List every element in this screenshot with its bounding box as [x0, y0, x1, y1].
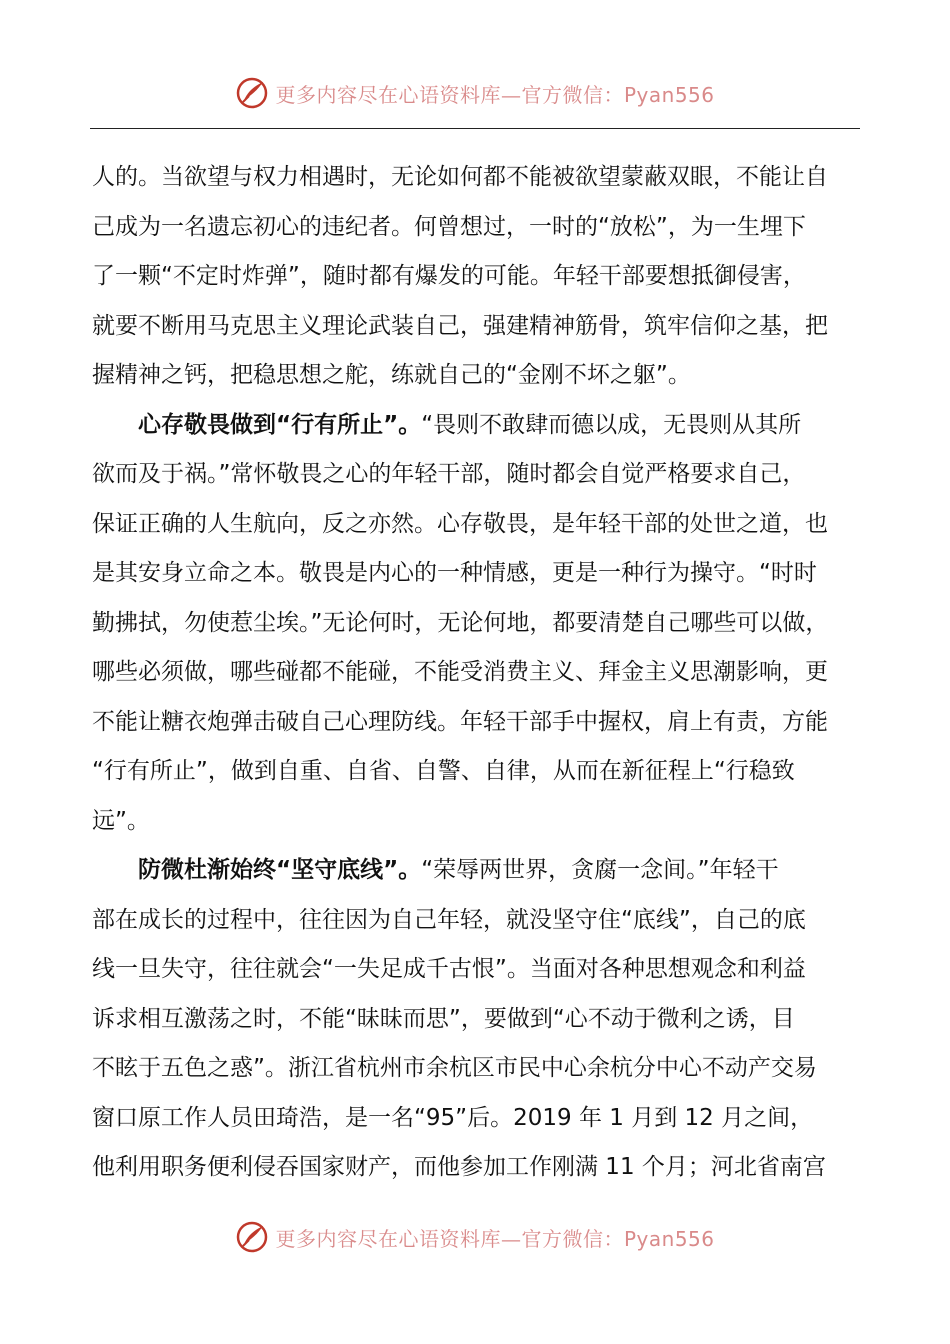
- banner-text: 更多内容尽在心语资料库—官方微信：Pyan556: [275, 1226, 715, 1251]
- text-line: 欲而及于祸。”常怀敬畏之心的年轻干部，随时都会自觉严格要求自己，: [92, 461, 806, 487]
- text-line: 哪些必须做，哪些碰都不能碰，不能受消费主义、拜金主义思潮影响，更: [92, 659, 828, 685]
- text-line: 勤拂拭，勿使惹尘埃。”无论何时，无论何地，都要清楚自己哪些可以做，: [92, 609, 829, 636]
- text-line: 他利用职务便利侵吞国家财产，而他参加工作刚满 11 个月；河北省南宫: [92, 1154, 826, 1180]
- text-line: 远”。: [92, 807, 150, 834]
- text-line: 了一颗“不定时炸弹”，随时都有爆发的可能。年轻干部要想抵御侵害，: [92, 263, 806, 289]
- text-line: [92, 401, 860, 451]
- text-line: 就要不断用马克思主义理论武装自己，强建精神筋骨，筑牢信仰之基，把: [92, 312, 828, 339]
- document-body: [92, 153, 860, 1193]
- text-line: 握精神之钙，把稳思想之舵，练就自己的“金刚不坏之躯”。: [92, 362, 691, 388]
- text-line: 保证正确的人生航向，反之亦然。心存敬畏，是年轻干部的处世之道，也: [92, 510, 828, 537]
- quill-logo-icon: [235, 1220, 269, 1254]
- text-span: “荣辱两世界，贪腐一念间。”年轻干: [421, 857, 779, 883]
- section-heading: 防微杜渐始终“坚守底线”。: [138, 857, 422, 883]
- text-line: 是其安身立命之本。敬畏是内心的一种情感，更是一种行为操守。“时时: [92, 560, 817, 586]
- text-line: 不眩于五色之惑”。浙江省杭州市余杭区市民中心余杭分中心不动产交易: [92, 1055, 817, 1081]
- text-line: 不能让糖衣炮弹击破自己心理防线。年轻干部手中握权，肩上有责，方能: [92, 708, 828, 735]
- paragraph-1: [92, 153, 860, 401]
- quill-logo-icon: [235, 76, 269, 110]
- text-line: 线一旦失守，往往就会“一失足成千古恨”。当面对各种思想观念和利益: [92, 956, 806, 982]
- banner-text: 更多内容尽在心语资料库—官方微信：Pyan556: [275, 82, 715, 107]
- text-line: 窗口原工作人员田琦浩，是一名“95”后。2019 年 1 月到 12 月之间，: [92, 1104, 814, 1131]
- header-divider: [90, 128, 860, 129]
- header-banner: [0, 68, 950, 118]
- text-line: 部在成长的过程中，往往因为自己年轻，就没坚守住“底线”，自己的底: [92, 906, 806, 933]
- footer-banner: [0, 1212, 950, 1262]
- text-span: “畏则不敢肆而德以成，无畏则从其所: [421, 411, 802, 438]
- text-line: “行有所止”，做到自重、自省、自警、自律，从而在新征程上“行稳致: [92, 758, 795, 784]
- text-line: 己成为一名遗忘初心的违纪者。何曾想过，一时的“放松”，为一生埋下: [92, 213, 806, 240]
- paragraph-3: [92, 846, 860, 1193]
- section-heading: 心存敬畏做到“行有所止”。: [138, 411, 422, 438]
- text-line: 诉求相互激荡之时，不能“昧昧而思”，要做到“心不动于微利之诱，目: [92, 1005, 795, 1032]
- text-line: [92, 846, 860, 896]
- text-line: 人的。当欲望与权力相遇时，无论如何都不能被欲望蒙蔽双眼，不能让自: [92, 164, 828, 190]
- paragraph-2: [92, 401, 860, 847]
